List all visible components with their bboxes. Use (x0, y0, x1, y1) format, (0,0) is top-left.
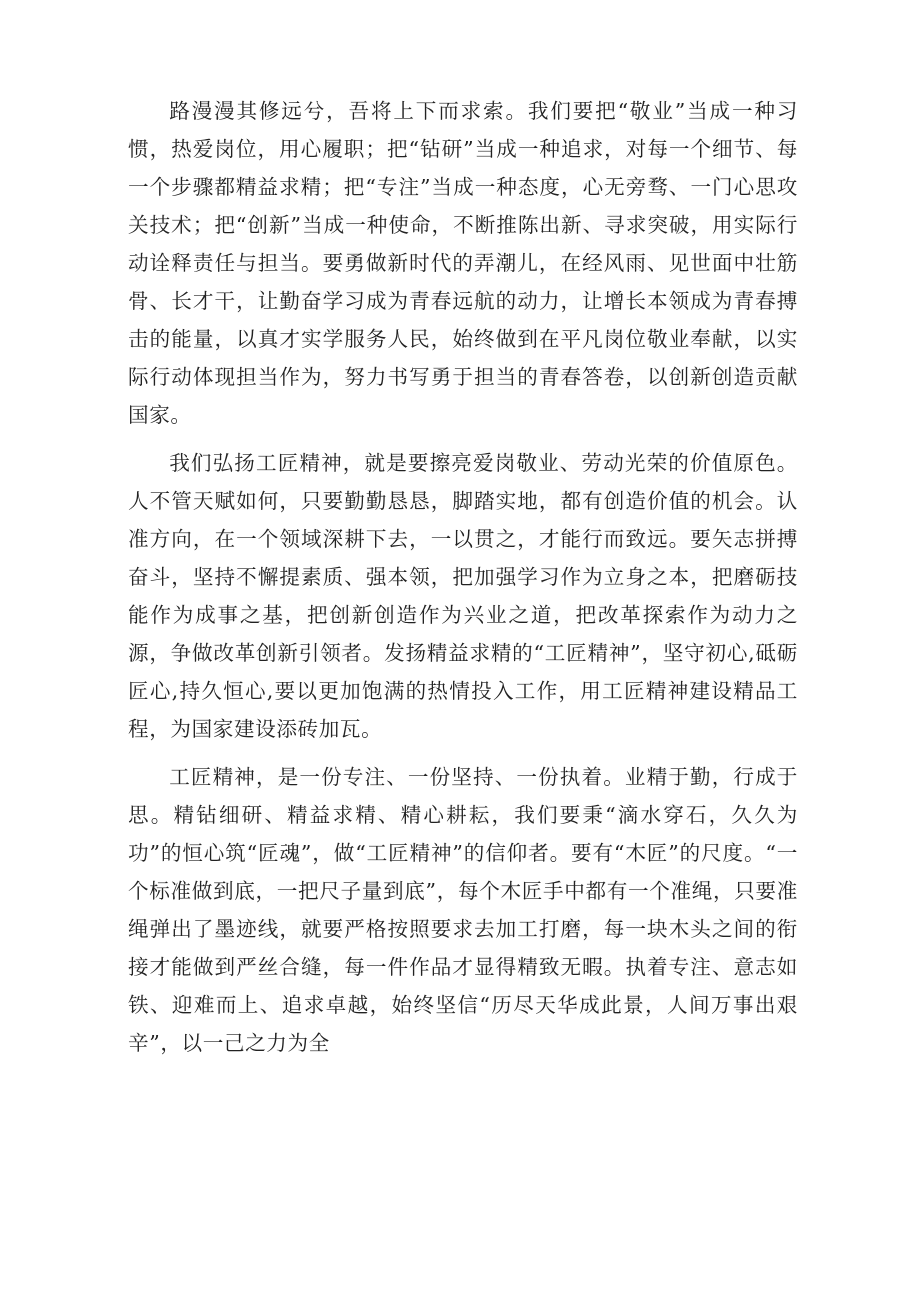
paragraph-2: 我们弘扬工匠精神，就是要擦亮爱岗敬业、劳动光荣的价值原色。人不管天赋如何，只要勤勤恳恳，脚踏实地，都有创造价值的机会。认准方向，在一个领域深耕下去，一以贯之，才能行而致远。要矢志拼搏奋斗，坚持不懈提素质、强本领，把加强学习作为立身之本，把磨砺技能作为成事之基，把创新创造作为兴业之道，把改革探索作为动力之源，争做改革创新引领者。发扬精益求精的“工匠精神”，坚守初心,砥砺匠心,持久恒心,要以更加饱满的热情投入工作，用工匠精神建设精品工程，为国家建设添砖加瓦。 (128, 451, 798, 741)
paragraph-1: 路漫漫其修远兮，吾将上下而求索。我们要把“敬业”当成一种习惯，热爱岗位，用心履职；把“钻研”当成一种追求，对每一个细节、每一个步骤都精益求精；把“专注”当成一种态度，心无旁骛、一门心思攻关技术；把“创新”当成一种使命，不断推陈出新、寻求突破，用实际行动诠释责任与担当。要勇做新时代的弄潮儿，在经风雨、见世面中壮筋骨、长才干，让勤奋学习成为青春远航的动力，让增长本领成为青春搏击的能量，以真才实学服务人民，始终做到在平凡岗位敬业奉献，以实际行动体现担当作为，努力书写勇于担当的青春答卷，以创新创造贡献国家。 (128, 99, 799, 427)
document-body (128, 92, 798, 1072)
paragraph-3: 工匠精神，是一份专注、一份坚持、一份执着。业精于勤，行成于思。精钻细研、精益求精、精心耕耘，我们要秉“滴水穿石，久久为功”的恒心筑“匠魂”，做“工匠精神”的信仰者。要有“木匠”的尺度。“一个标准做到底，一把尺子量到底”，每个木匠手中都有一个准绳，只要准绳弹出了墨迹线，就要严格按照要求去加工打磨，每一块木头之间的衔接才能做到严丝合缝，每一件作品才显得精致无暇。执着专注、意志如铁、迎难而上、追求卓越，始终坚信“历尽天华成此景，人间万事出艰辛”，以一己之力为全 (128, 765, 798, 1055)
